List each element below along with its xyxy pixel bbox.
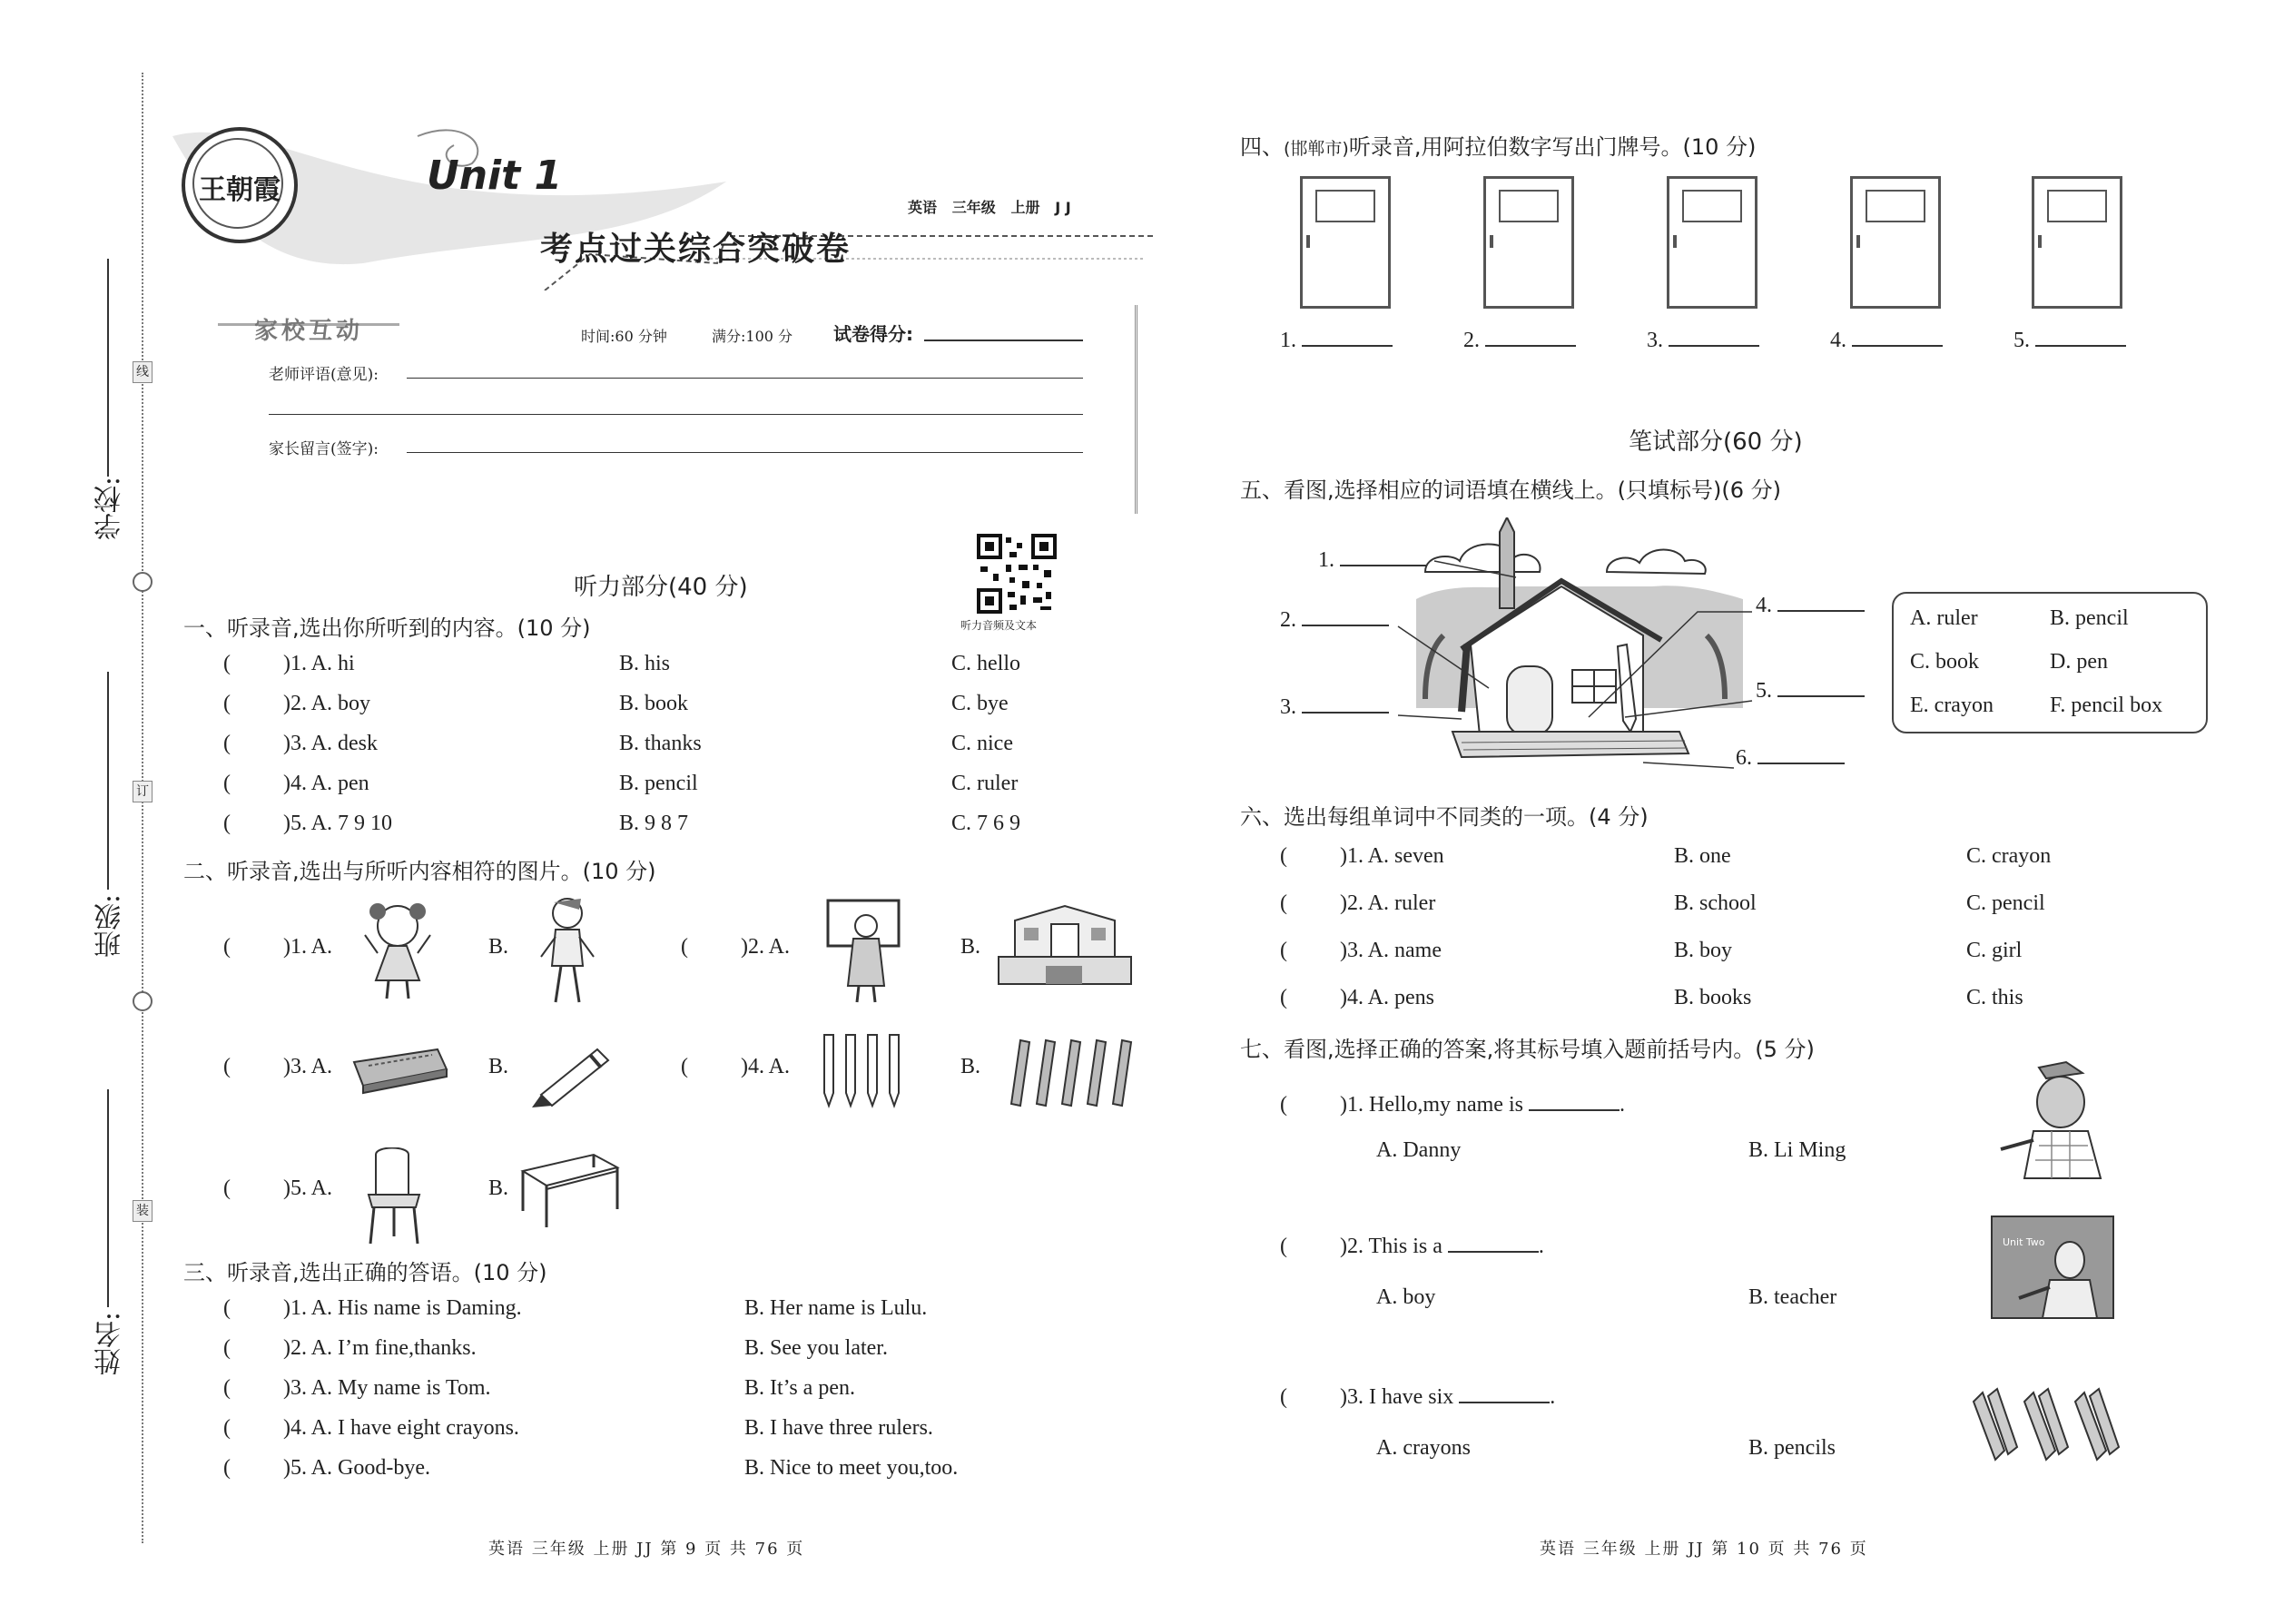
s4-answer-2[interactable]: 2. [1463,329,1576,353]
door-5 [2032,176,2122,309]
home-school-box [218,305,1137,514]
s3-option-b: B. It’s a pen. [744,1376,855,1400]
s2-item-1[interactable]: ( )1. A. [223,935,332,959]
s5-option: D. pen [2050,650,2108,674]
s1-option-c: C. bye [951,692,1009,715]
s6-option-b: B. one [1674,844,1731,868]
s7-option-b: B. teacher [1748,1285,1837,1309]
s5-blank-6[interactable]: 6. [1736,746,1845,771]
s3-option-b: B. See you later. [744,1336,888,1360]
binding-tag: 线 [133,361,153,383]
s7-option-a: A. boy [1376,1285,1436,1309]
s2-option-b: B. [488,935,509,959]
s7-option-a: A. Danny [1376,1138,1462,1162]
s6-option-b: B. books [1674,986,1752,1009]
s6-item-4[interactable]: ( )4. A. pens [1280,986,1434,1009]
door-1 [1300,176,1391,309]
teacher-comment-label: 老师评语(意见): [269,366,379,384]
s5-leader-lines [1353,536,1807,772]
s4-answer-5[interactable]: 5. [2013,329,2126,353]
s7-item-2[interactable]: ( )2. This is a . [1280,1235,1544,1258]
paper-subtitle: 考点过关综合突破卷 [540,230,852,268]
s1-option-c: C. nice [951,732,1013,755]
s6-item-1[interactable]: ( )1. A. seven [1280,844,1444,868]
qr-code-icon[interactable] [977,534,1057,614]
qr-caption: 听力音频及文本 [960,619,1038,632]
s5-option: C. book [1910,650,1980,674]
s1-item-5[interactable]: ( )5. A. 7 9 10 [223,812,392,835]
s7-option-a: A. crayons [1376,1436,1471,1460]
name-label: 姓名: [94,1312,126,1376]
s1-option-b: B. thanks [619,732,702,755]
teacher-board-picture [1990,1215,2115,1327]
s3-item-5[interactable]: ( )5. A. Good-bye. [223,1456,430,1480]
s3-item-4[interactable]: ( )4. A. I have eight crayons. [223,1416,519,1440]
s1-item-3[interactable]: ( )3. A. desk [223,732,378,755]
s5-blank-5[interactable]: 5. [1756,679,1865,704]
teacher-comment-field[interactable] [407,378,1083,379]
s1-option-b: B. 9 8 7 [619,812,689,835]
binding-hole [133,572,153,592]
crayon-picture [527,1042,614,1111]
page-footer-right: 英语 三年级 上册 JJ 第 10 页 共 76 页 [1540,1540,1868,1559]
binding-hole [133,991,153,1011]
s1-item-1[interactable]: ( )1. A. hi [223,652,355,675]
s2-item-3[interactable]: ( )3. A. [223,1055,332,1078]
s3-title: 三、听录音,选出正确的答语。(10 分) [183,1260,547,1285]
edition-tag: 英语 三年级 上册 J J [908,199,1071,216]
s4-answer-1[interactable]: 1. [1280,329,1393,353]
binding-tag: 装 [133,1200,153,1222]
s5-option: B. pencil [2050,606,2129,630]
s6-option-b: B. school [1674,891,1757,915]
s5-option: F. pencil box [2050,694,2163,717]
s5-option: E. crayon [1910,694,1994,717]
binding-line [142,73,143,1543]
danny-picture [1988,1058,2115,1182]
s3-option-b: B. Her name is Lulu. [744,1296,928,1320]
s2-item-2[interactable]: ( )2. A. [681,935,790,959]
teacher-picture [824,895,902,1006]
name-blank[interactable] [107,1089,109,1307]
brand-logo: 王朝霞 [182,127,298,243]
s5-blank-2[interactable]: 2. [1280,608,1389,633]
s5-blank-1[interactable]: 1. [1318,548,1427,573]
page-footer-left: 英语 三年级 上册 JJ 第 9 页 共 76 页 [488,1540,805,1559]
s3-item-3[interactable]: ( )3. A. My name is Tom. [223,1376,491,1400]
s3-option-b: B. Nice to meet you,too. [744,1456,959,1480]
class-label: 班级: [94,894,126,959]
s2-option-b: B. [488,1176,509,1200]
exam-full-score: 满分:100 分 [712,328,793,345]
s7-item-3[interactable]: ( )3. I have six . [1280,1385,1556,1409]
s7-option-b: B. pencils [1748,1436,1836,1460]
s4-title: 四、(邯郸市)听录音,用阿拉伯数字写出门牌号。(10 分) [1240,134,1757,160]
class-blank[interactable] [107,672,109,890]
door-4 [1850,176,1941,309]
s1-title: 一、听录音,选出你所听到的内容。(10 分) [183,615,591,641]
s5-options-box [1892,592,2208,733]
s2-option-b: B. [960,935,981,959]
s2-option-b: B. [960,1055,981,1078]
s1-option-c: C. ruler [951,772,1019,795]
s6-option-c: C. girl [1966,939,2023,962]
s2-title: 二、听录音,选出与所听内容相符的图片。(10 分) [183,859,656,884]
s6-option-c: C. crayon [1966,844,2052,868]
s7-item-1[interactable]: ( )1. Hello,my name is . [1280,1093,1625,1117]
s7-option-b: B. Li Ming [1748,1138,1846,1162]
score-field[interactable] [924,340,1083,341]
five-crayons-picture [1002,1031,1138,1109]
s6-option-c: C. pencil [1966,891,2045,915]
s3-option-b: B. I have three rulers. [744,1416,933,1440]
s3-item-2[interactable]: ( )2. A. I’m fine,thanks. [223,1336,477,1360]
s6-option-b: B. boy [1674,939,1733,962]
home-school-title: 家校互动 [254,318,364,345]
girl-picture [361,899,434,1003]
four-pencils-picture [817,1031,908,1109]
s7-title: 七、看图,选择正确的答案,将其标号填入题前括号内。(5 分) [1240,1037,1815,1062]
teacher-comment-field-2[interactable] [269,414,1083,415]
crayons-group-picture [1968,1383,2122,1471]
boy-picture [536,891,599,1009]
s5-blank-3[interactable]: 3. [1280,695,1389,720]
s1-option-b: B. his [619,652,671,675]
unit-title: Unit 1 [427,153,563,199]
s6-item-3[interactable]: ( )3. A. name [1280,939,1442,962]
door-3 [1667,176,1757,309]
listening-title: 听力部分(40 分) [574,574,748,601]
s6-option-c: C. this [1966,986,2023,1009]
exam-time: 时间:60 分钟 [581,328,667,345]
s6-title: 六、选出每组单词中不同类的一项。(4 分) [1240,804,1649,830]
s1-option-c: C. 7 6 9 [951,812,1021,835]
s1-item-4[interactable]: ( )4. A. pen [223,772,369,795]
s5-title: 五、看图,选择相应的词语填在横线上。(只填标号)(6 分) [1240,477,1781,503]
s2-item-5[interactable]: ( )5. A. [223,1176,332,1200]
s5-blank-4[interactable]: 4. [1756,594,1865,618]
door-2 [1483,176,1574,309]
s2-item-4[interactable]: ( )4. A. [681,1055,790,1078]
s5-option: A. ruler [1910,606,1978,630]
s4-answer-3[interactable]: 3. [1647,329,1759,353]
binding-tag: 订 [133,781,153,802]
desk-picture [517,1149,623,1233]
s1-option-b: B. book [619,692,689,715]
parent-note-field[interactable] [407,452,1083,453]
school-blank[interactable] [107,259,109,477]
chair-picture [361,1147,430,1247]
board-text: Unit Two [2003,1236,2045,1248]
s4-answer-4[interactable]: 4. [1830,329,1943,353]
s1-option-b: B. pencil [619,772,698,795]
s1-option-c: C. hello [951,652,1020,675]
s6-item-2[interactable]: ( )2. A. ruler [1280,891,1436,915]
written-title: 笔试部分(60 分) [1629,428,1803,456]
s3-item-1[interactable]: ( )1. A. His name is Daming. [223,1296,522,1320]
school-picture [997,902,1133,993]
s2-option-b: B. [488,1055,509,1078]
s1-item-2[interactable]: ( )2. A. boy [223,692,370,715]
parent-note-label: 家长留言(签字): [269,440,379,458]
score-label: 试卷得分: [833,323,913,345]
pencil-box-picture [350,1042,450,1095]
school-label: 学校: [94,477,126,541]
